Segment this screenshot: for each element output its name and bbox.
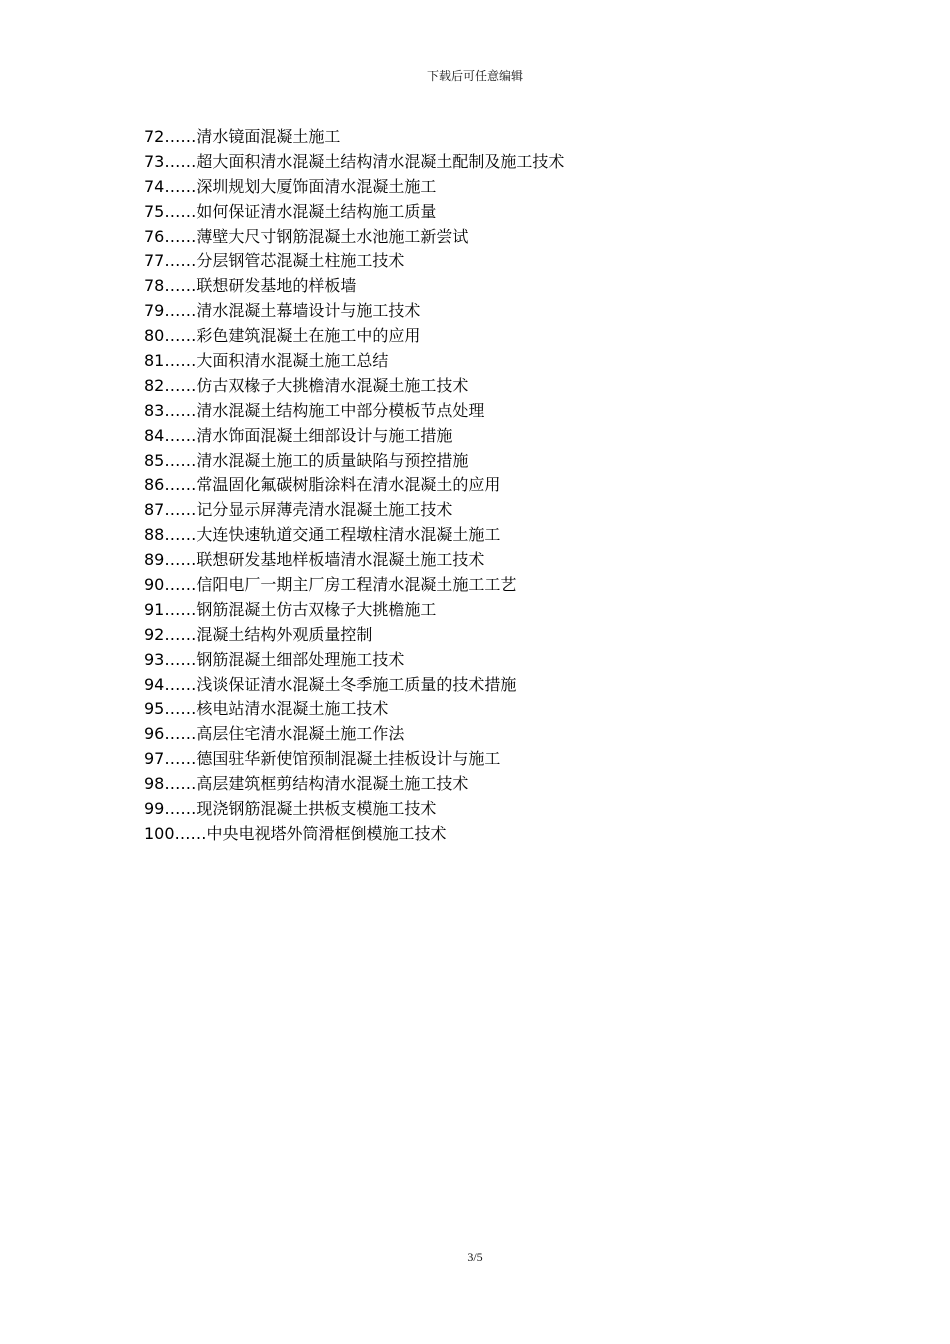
list-item: 82……仿古双椽子大挑檐清水混凝土施工技术 xyxy=(144,375,469,395)
list-item: 88……大连快速轨道交通工程墩柱清水混凝土施工 xyxy=(144,525,501,545)
list-item: 81……大面积清水混凝土施工总结 xyxy=(144,351,389,371)
list-item: 75……如何保证清水混凝土结构施工质量 xyxy=(144,201,437,221)
list-item: 86……常温固化氟碳树脂涂料在清水混凝土的应用 xyxy=(144,475,501,495)
list-item: 90……信阳电厂一期主厂房工程清水混凝土施工工艺 xyxy=(144,575,517,595)
list-item: 93……钢筋混凝土细部处理施工技术 xyxy=(144,649,405,669)
list-item: 73……超大面积清水混凝土结构清水混凝土配制及施工技术 xyxy=(144,151,565,171)
list-item: 80……彩色建筑混凝土在施工中的应用 xyxy=(144,326,421,346)
page-number: 3/5 xyxy=(467,1250,483,1264)
list-item: 98……高层建筑框剪结构清水混凝土施工技术 xyxy=(144,774,469,794)
entry-list xyxy=(144,125,564,847)
list-item: 92……混凝土结构外观质量控制 xyxy=(144,624,373,644)
list-item: 74……深圳规划大厦饰面清水混凝土施工 xyxy=(144,176,437,196)
list-item: 95……核电站清水混凝土施工技术 xyxy=(144,699,389,719)
list-item: 94……浅谈保证清水混凝土冬季施工质量的技术措施 xyxy=(144,674,517,694)
page-header: 下载后可任意编辑 xyxy=(426,69,523,83)
list-item: 78……联想研发基地的样板墙 xyxy=(144,276,357,296)
list-item: 77……分层钢管芯混凝土柱施工技术 xyxy=(144,251,405,271)
list-item: 87……记分显示屏薄壳清水混凝土施工技术 xyxy=(144,500,453,520)
list-item: 83……清水混凝土结构施工中部分模板节点处理 xyxy=(144,400,485,420)
list-item: 76……薄壁大尺寸钢筋混凝土水池施工新尝试 xyxy=(144,226,469,246)
list-item: 72……清水镜面混凝土施工 xyxy=(144,127,341,146)
list-item: 84……清水饰面混凝土细部设计与施工措施 xyxy=(144,425,453,445)
list-item: 79……清水混凝土幕墙设计与施工技术 xyxy=(144,301,421,321)
list-item: 96……高层住宅清水混凝土施工作法 xyxy=(144,724,405,744)
list-item: 89……联想研发基地样板墙清水混凝土施工技术 xyxy=(144,550,485,570)
list-item: 100……中央电视塔外筒滑框倒模施工技术 xyxy=(144,823,447,843)
list-item: 85……清水混凝土施工的质量缺陷与预控措施 xyxy=(144,450,469,470)
list-item: 97……德国驻华新使馆预制混凝土挂板设计与施工 xyxy=(144,749,501,769)
list-item: 99……现浇钢筋混凝土拱板支模施工技术 xyxy=(144,799,437,819)
list-item: 91……钢筋混凝土仿古双椽子大挑檐施工 xyxy=(144,599,437,619)
